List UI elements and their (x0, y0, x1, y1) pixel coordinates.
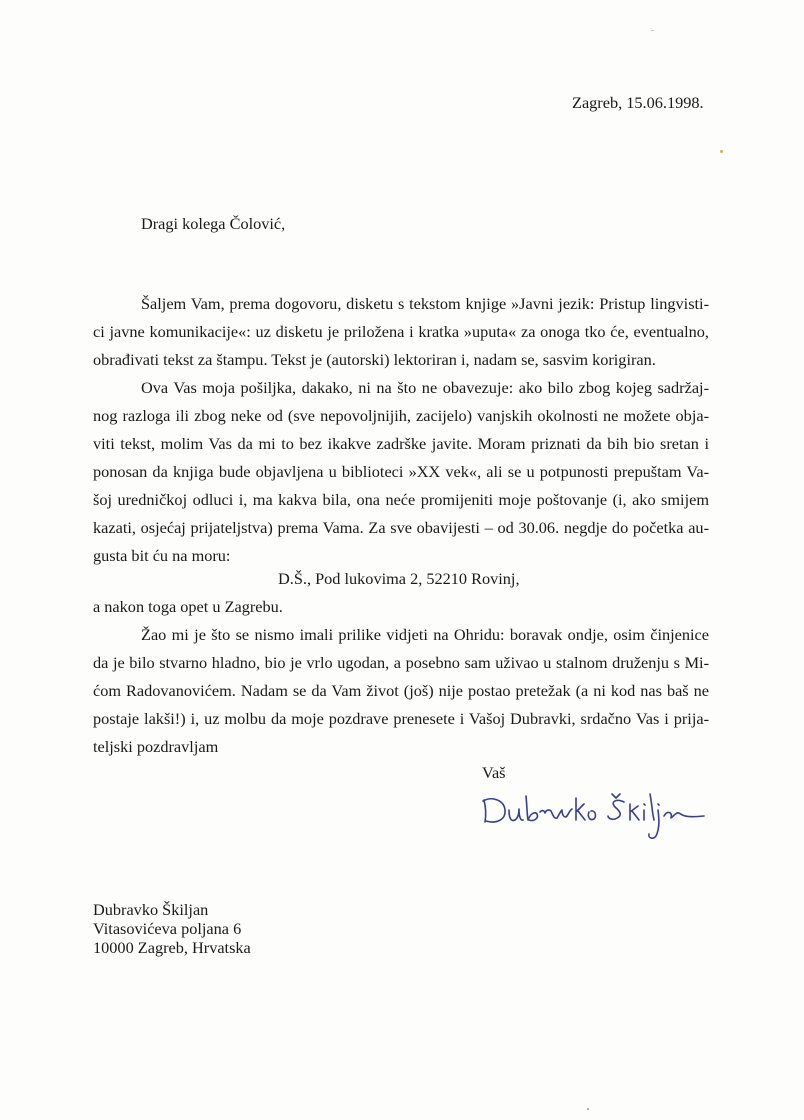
paragraph-1-line-1: Šaljem Vam, prema dogovoru, disketu s tekstom knjige »Javni jezik: Pristup lingvisti- (141, 294, 709, 313)
sender-city: 10000 Zagreb, Hrvatska (93, 938, 251, 957)
sender-street: Vitasovićeva poljana 6 (93, 919, 242, 938)
paragraph-2-line-7: gusta bit ću na moru: (93, 546, 231, 565)
salutation: Dragi kolega Čolović, (141, 214, 286, 233)
paragraph-2-line-2: nog razloga ili zbog neke od (sve nepovoljnijih, zacijelo) vanjskih okolnosti ne možete obja- (93, 406, 709, 425)
after-address-line: a nakon toga opet u Zagrebu. (93, 597, 283, 616)
scan-speck (720, 150, 723, 153)
paragraph-2-line-1: Ova Vas moja pošiljka, dakako, ni na što ne obavezuje: ako bilo zbog kojeg sadržaj- (141, 378, 709, 397)
paragraph-3-line-4: postaje lakši!) i, uz molbu da moje pozdrave prenesete i Vašoj Dubravki, srdačno Vas i prija- (93, 709, 709, 728)
paragraph-2-line-6: kazati, osjećaj prijateljstva) prema Vama. Za sve obavijesti – od 30.06. negdje do početka au- (93, 518, 709, 537)
paragraph-2-line-3: viti tekst, molim Vas da mi to bez ikakve zadrške javite. Moram priznati da bih bio sretan i (93, 434, 709, 453)
paragraph-1-line-3: obrađivati tekst za štampu. Tekst je (autorski) lektoriran i, nadam se, sasvim korigiran. (93, 350, 656, 369)
paragraph-3-line-2: da je bilo stvarno hladno, bio je vrlo ugodan, a posebno sam uživao u stalnom druženju s Mi- (93, 653, 709, 672)
closing: Vaš (482, 763, 506, 782)
scan-speck (587, 1108, 589, 1110)
paragraph-3-line-1: Žao mi je što se nismo imali prilike vidjeti na Ohridu: boravak ondje, osim činjenice (141, 625, 709, 644)
handwritten-signature (478, 782, 708, 846)
paragraph-2-line-4: ponosan da knjiga bude objavljena u biblioteci »XX vek«, ali se u potpunosti prepuštam Va- (93, 462, 709, 481)
scan-speck (651, 30, 654, 31)
paragraph-3-line-3: ćom Radovanovićem. Nadam se da Vam život (još) nije postao pretežak (a ni kod nas baš ne (93, 681, 709, 700)
sender-name: Dubravko Škiljan (93, 900, 209, 919)
paragraph-2-line-5: šoj uredničkoj odluci i, ma kakva bila, ona neće promijeniti moje poštovanje (i, ako smijem (93, 490, 709, 509)
letter-date: Zagreb, 15.06.1998. (572, 93, 704, 112)
holiday-address: D.Š., Pod lukovima 2, 52210 Rovinj, (278, 569, 520, 588)
paragraph-3-line-5: teljski pozdravljam (93, 737, 219, 756)
paragraph-1-line-2: ci javne komunikacije«: uz disketu je priložena i kratka »uputa« za onoga tko će, eventualno, (93, 322, 709, 341)
